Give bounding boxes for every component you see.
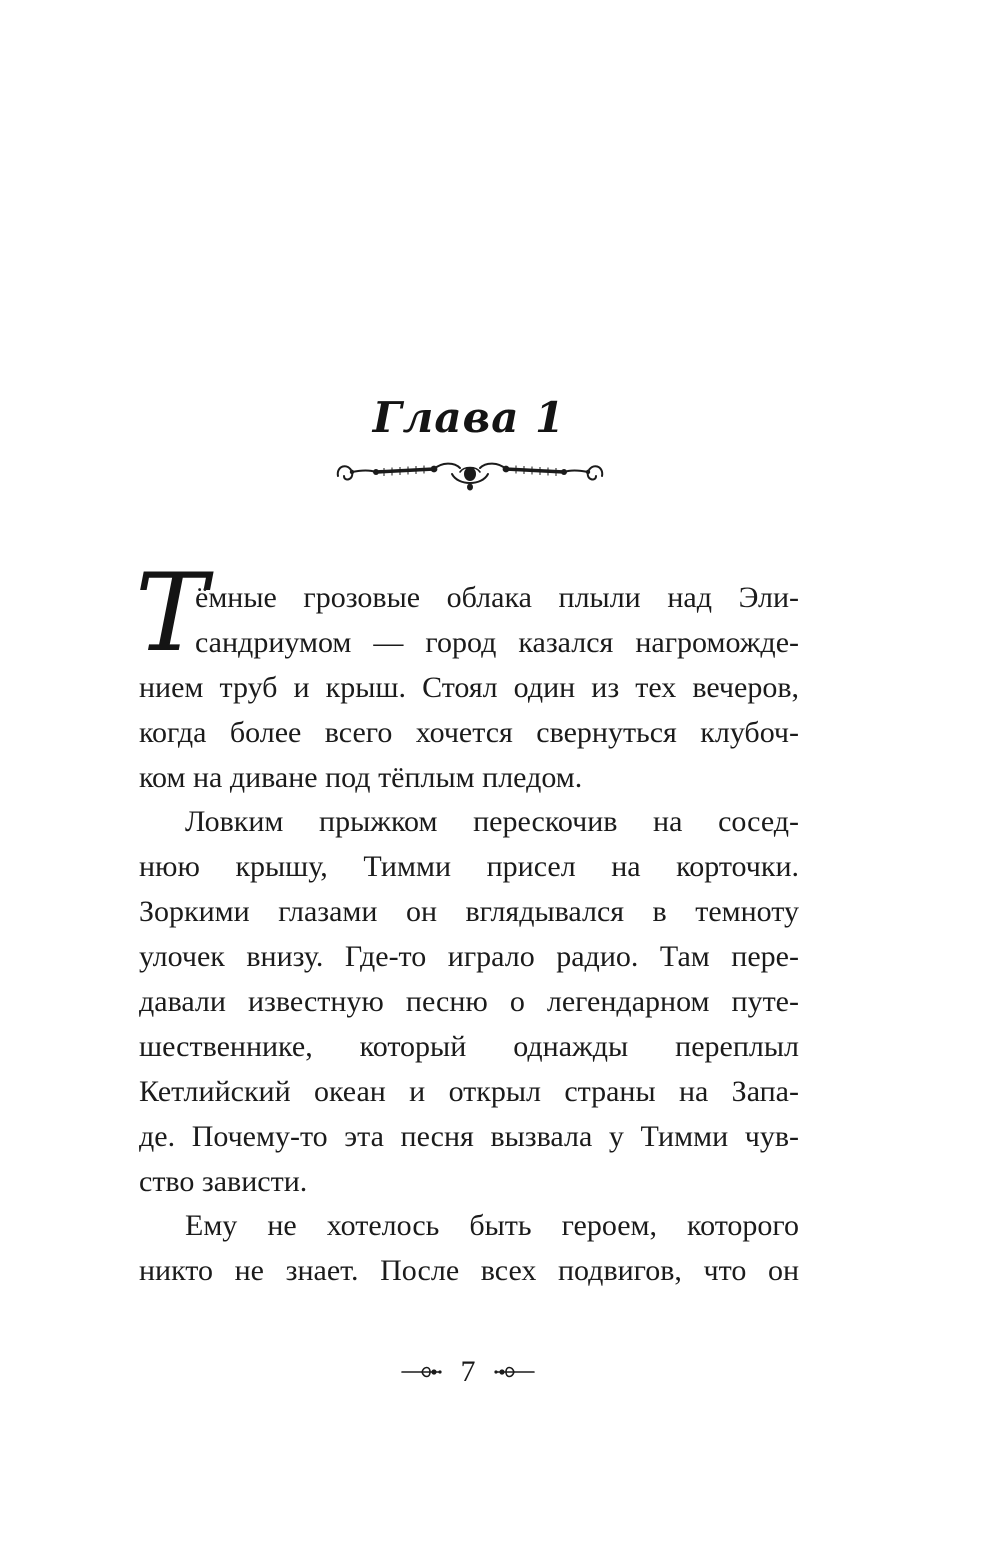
text-line: никто не знает. После всех подвигов, что он	[139, 1254, 799, 1288]
body-text	[139, 576, 799, 1294]
text-line: де. Почему-то эта песня вызвала у Тимми чув-	[139, 1119, 799, 1153]
text-line: давали известную песню о легендарном путе-	[139, 985, 799, 1019]
page-footer	[400, 1352, 536, 1392]
text-line: нюю крышу, Тимми присел на корточки.	[139, 850, 799, 884]
text-line: ёмные грозовые облака плыли над Эли-	[195, 581, 799, 614]
text-line: ство зависти.	[139, 1164, 308, 1198]
text-line: сандриумом — город казался нагроможде-	[195, 625, 799, 659]
text-line: улочек внизу. Где-то играло радио. Там пере-	[139, 940, 799, 974]
text-line: ком на диване под тёплым пледом.	[139, 760, 583, 794]
text-line: нием труб и крыш. Стоял один из тех вечеров,	[139, 670, 799, 704]
text-line: Кетлийский океан и открыл страны на Запа-	[139, 1074, 799, 1108]
text-line: Зоркими глазами он вглядывался в темноту	[139, 895, 799, 929]
text-line: когда более всего хочется свернуться клубоч-	[139, 715, 799, 749]
page-number: 7	[460, 1355, 476, 1388]
drop-cap: Т	[135, 551, 208, 676]
text-line: Ловким прыжком перескочив на сосед-	[185, 805, 799, 839]
text-line: шественнике, который однажды переплыл	[139, 1029, 799, 1063]
chapter-title: Глава 1	[372, 393, 566, 442]
text-line: Ему не хотелось быть героем, которого	[185, 1209, 799, 1243]
flourish-divider-icon	[334, 452, 606, 494]
